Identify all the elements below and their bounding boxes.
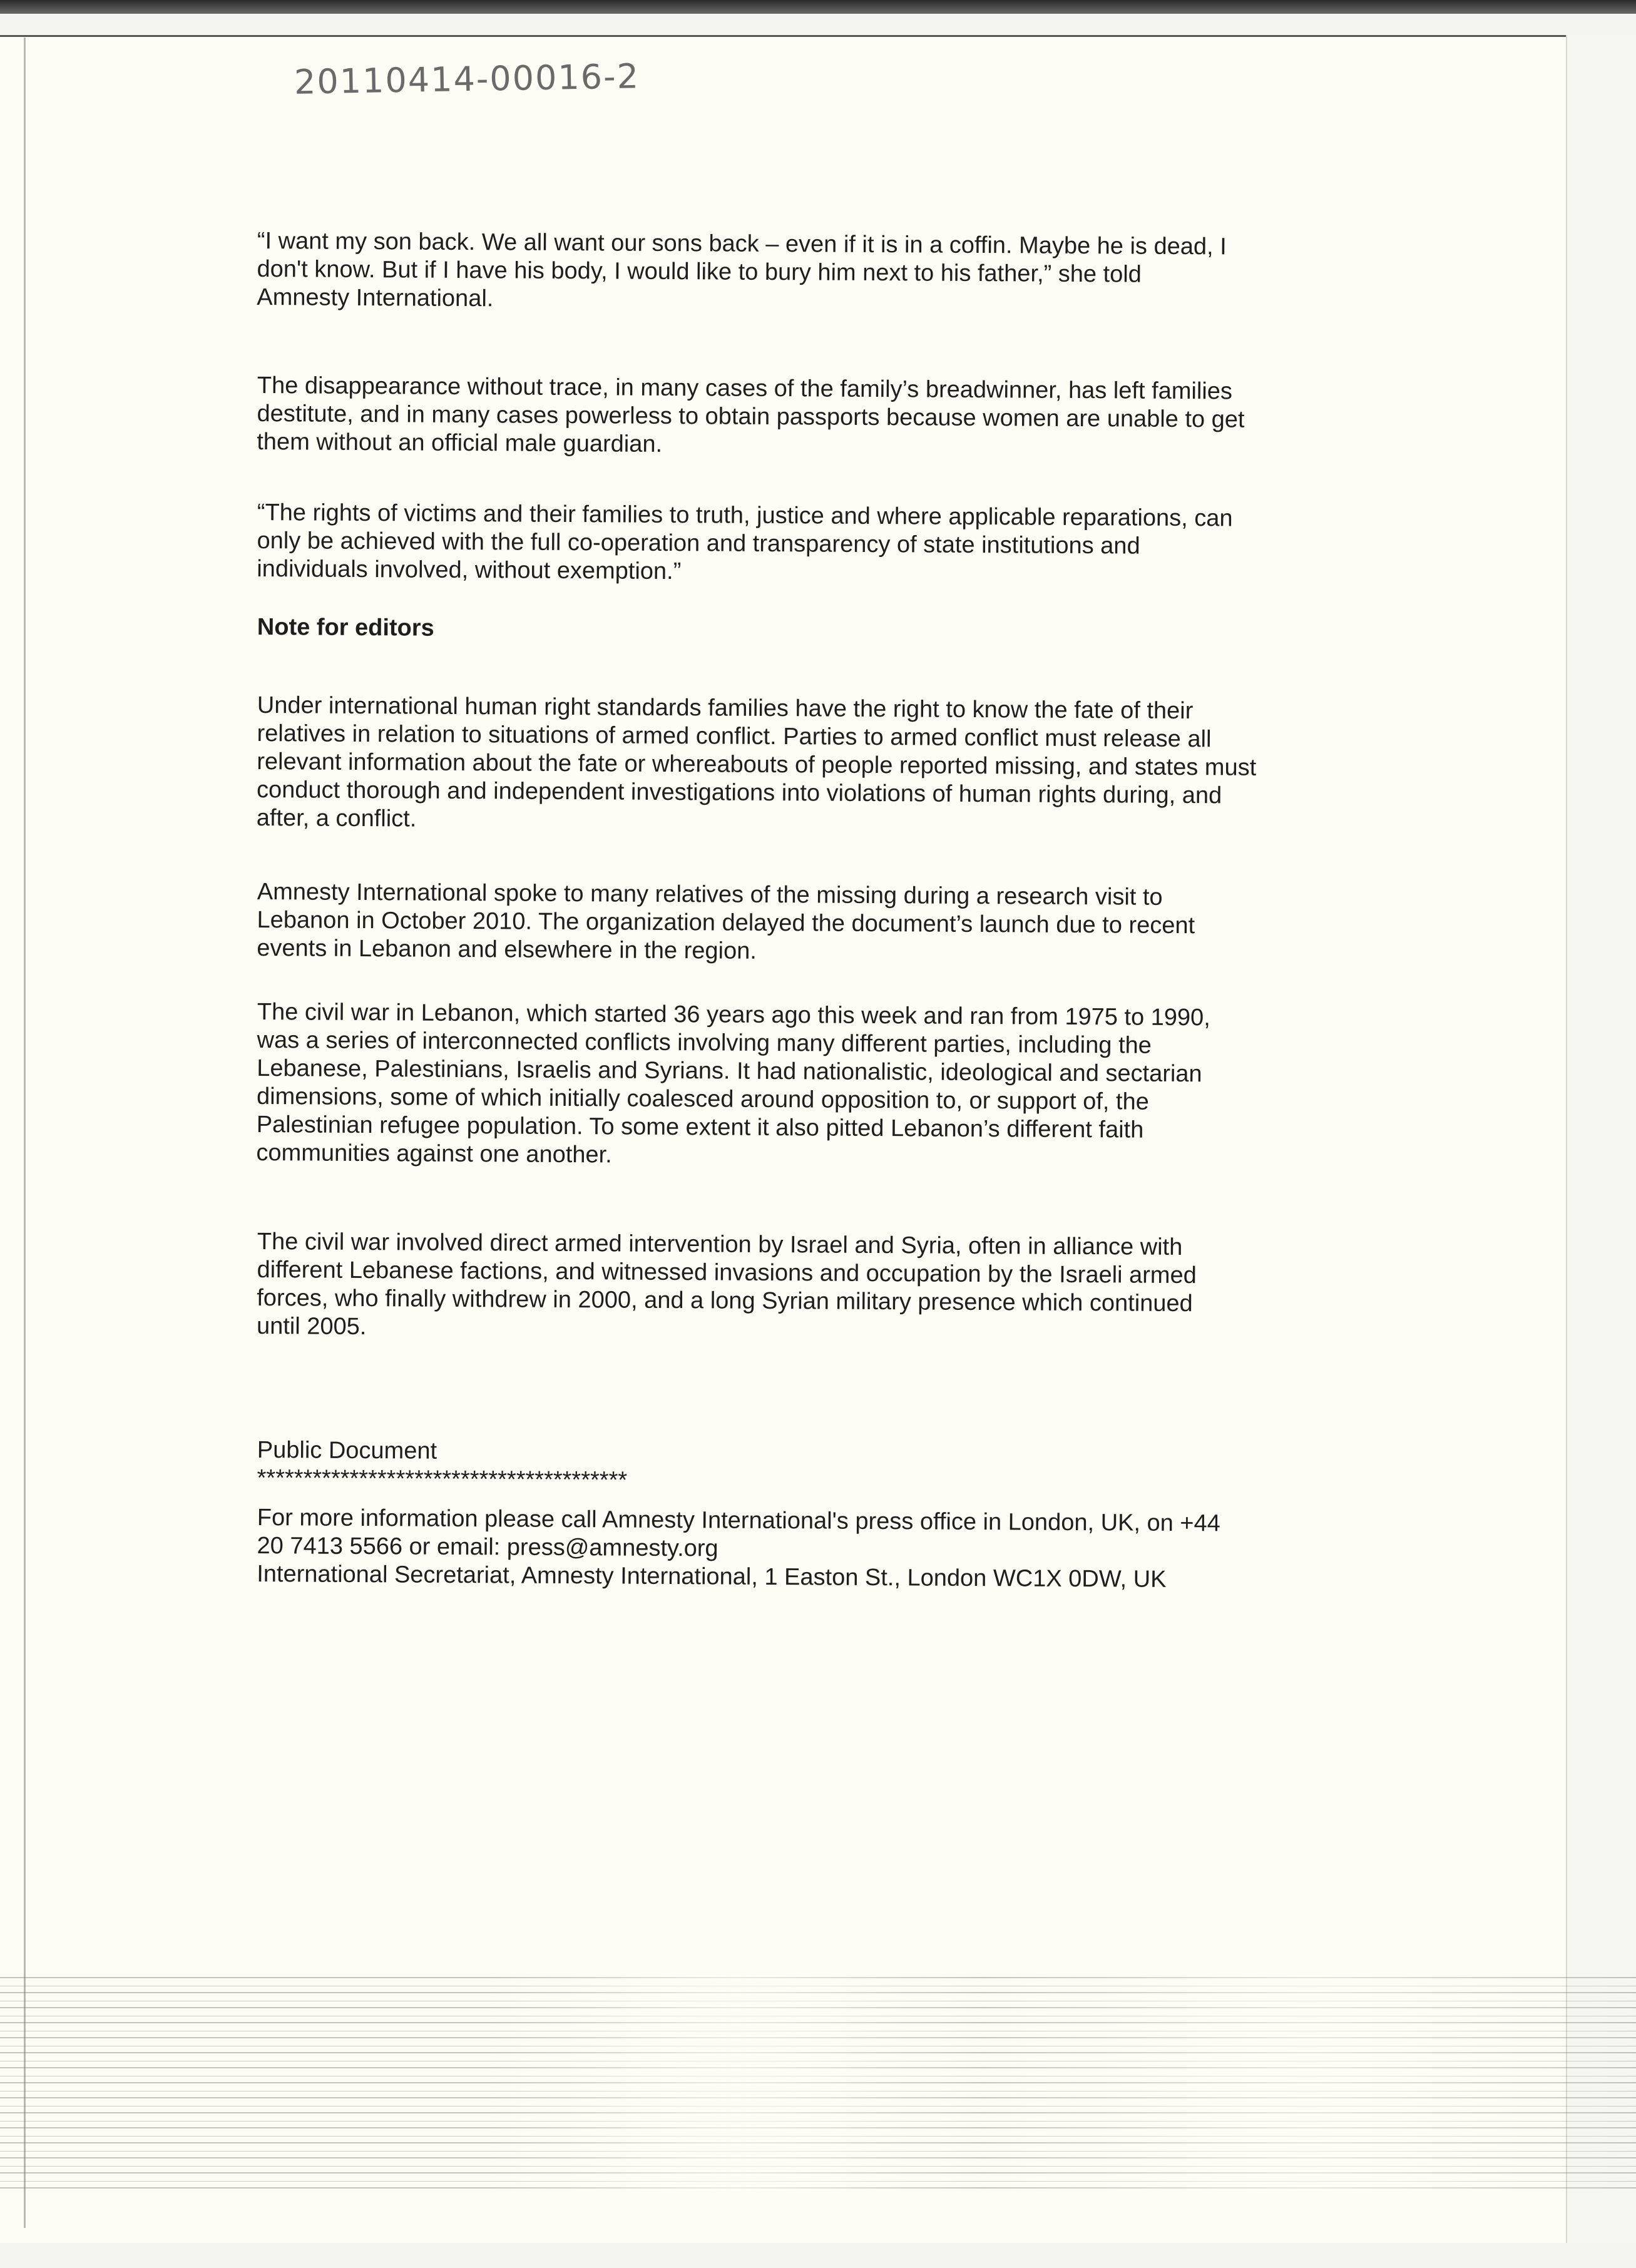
paper-left-edge	[24, 38, 26, 2228]
text-line: The disappearance without trace, in many cases of the family’s breadwinner, has left families	[257, 372, 1233, 405]
text-line: forces, who finally withdrew in 2000, and a long Syrian military presence which continued	[257, 1284, 1193, 1317]
text-line: conduct thorough and independent investigations into violations of human rights during, and	[256, 776, 1222, 809]
text-line: Lebanon in October 2010. The organization delayed the document’s launch due to recent	[257, 906, 1195, 939]
handwritten-document-id: 20110414-00016-2	[294, 56, 640, 102]
text-line: relevant information about the fate or whereabouts of people reported missing, and states must	[257, 748, 1257, 781]
research-visit-paragraph	[257, 878, 1195, 968]
text-line: Lebanese, Palestinians, Israelis and Syrians. It had nationalistic, ideological and sectarian	[257, 1055, 1202, 1088]
text-line: after, a conflict.	[256, 804, 417, 832]
civil-war-paragraph	[256, 998, 1210, 1173]
text-line: destitute, and in many cases powerless to obtain passports because women are unable to get	[257, 400, 1245, 433]
text-line: different Lebanese factions, and witnessed invasions and occupation by the Israeli armed	[257, 1256, 1197, 1289]
text-line: until 2005.	[256, 1312, 367, 1341]
text-line: dimensions, some of which initially coalesced around opposition to, or support of, the	[256, 1083, 1149, 1115]
public-document-label	[257, 1436, 627, 1495]
paper-right-margin	[1566, 35, 1636, 2268]
contact-info	[257, 1504, 1220, 1594]
text-line: Amnesty International.	[257, 284, 494, 312]
text-line: “I want my son back. We all want our sons back – even if it is in a coffin. Maybe he is dead, I	[257, 227, 1227, 260]
rights-quote-paragraph	[257, 499, 1233, 590]
intervention-paragraph	[257, 1228, 1197, 1346]
text-line: The civil war in Lebanon, which started 36 years ago this week and ran from 1975 to 1990,	[257, 999, 1210, 1031]
text-line: The civil war involved direct armed intervention by Israel and Syria, often in alliance with	[257, 1228, 1183, 1261]
text-line: Note for editors	[257, 614, 434, 641]
text-line: Palestinian refugee population. To some extent it also pitted Lebanon’s different faith	[256, 1111, 1144, 1143]
text-line: “The rights of victims and their families to truth, justice and where applicable reparations, can	[257, 499, 1233, 532]
disappearance-paragraph	[257, 372, 1245, 462]
text-line: relatives in relation to situations of armed conflict. Parties to armed conflict must release all	[257, 720, 1212, 753]
note-for-editors-heading	[257, 613, 434, 643]
text-line: don't know. But if I have his body, I would like to bury him next to his father,” she told	[257, 255, 1142, 288]
text-line: individuals involved, without exemption.”	[257, 555, 682, 585]
text-line: events in Lebanon and elsewhere in the region.	[257, 934, 757, 964]
text-line: was a series of interconnected conflicts involving many different parties, including the	[257, 1026, 1152, 1059]
text-line: For more information please call Amnesty International's press office in London, UK, on +44	[257, 1504, 1220, 1537]
scanner-top-border	[0, 0, 1636, 14]
paper-bottom-edge	[0, 2243, 1636, 2268]
text-line: Amnesty International spoke to many relatives of the missing during a research visit to	[257, 879, 1163, 911]
text-line: ****************************************	[257, 1464, 628, 1494]
text-line: communities against one another.	[256, 1139, 612, 1168]
text-line: only be achieved with the full co-operation and transparency of state institutions and	[257, 527, 1140, 559]
quote-paragraph	[257, 227, 1227, 317]
text-line: 20 7413 5566 or email: press@amnesty.org	[257, 1532, 718, 1562]
text-line: Under international human right standards families have the right to know the fate of their	[257, 692, 1194, 725]
text-line: International Secretariat, Amnesty International, 1 Easton St., London WC1X 0DW, UK	[257, 1560, 1167, 1593]
scan-streak-artifacts	[0, 1971, 1636, 2190]
standards-paragraph	[257, 692, 1257, 839]
text-line: them without an official male guardian.	[257, 428, 663, 457]
text-line: Public Document	[257, 1437, 437, 1464]
paper-top-edge	[0, 14, 1636, 37]
